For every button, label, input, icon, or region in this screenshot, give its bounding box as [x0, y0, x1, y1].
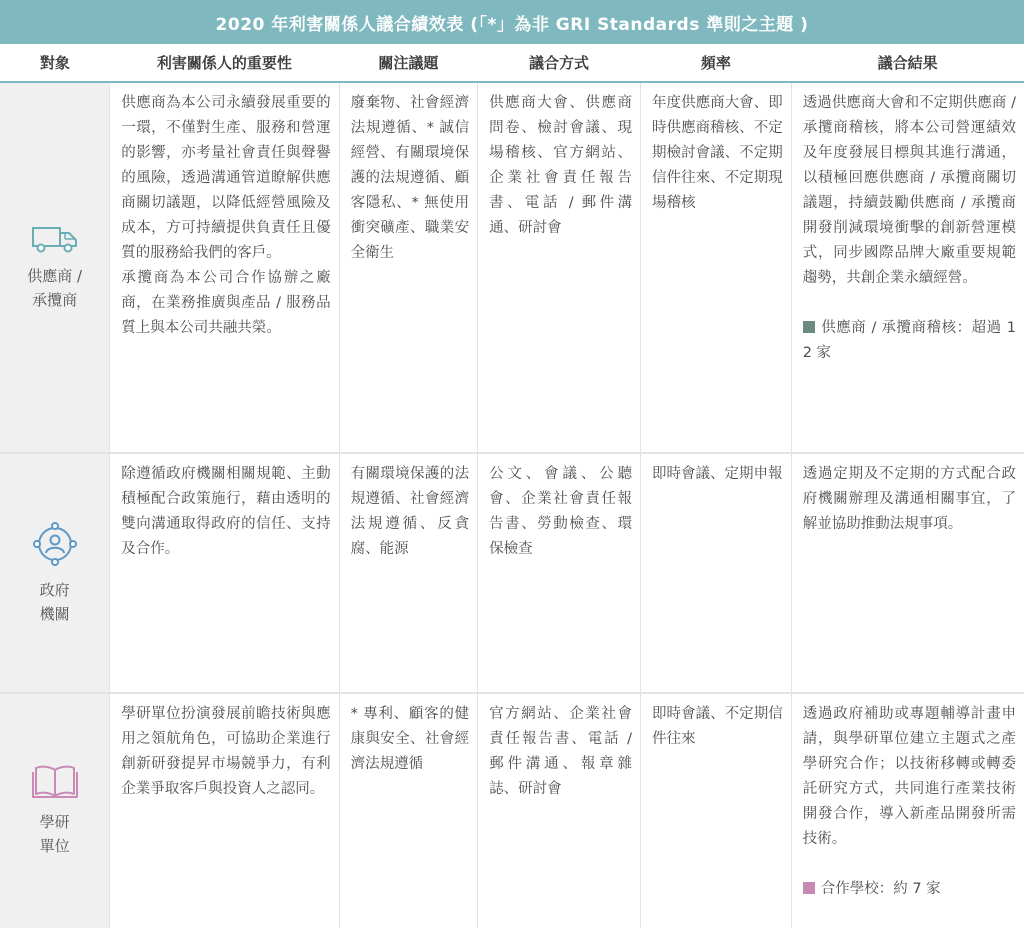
- topics-cell: * 專利、顧客的健康與安全、社會經濟法規遵循: [339, 693, 478, 928]
- methods-cell: 公文、會議、公聽會、企業社會責任報告書、勞動檢查、環保檢查: [478, 453, 641, 693]
- importance-cell: [110, 82, 339, 453]
- government-person-icon: [31, 520, 79, 568]
- subject-cell: [0, 453, 110, 693]
- header-row: [0, 44, 1024, 82]
- frequency-cell: 即時會議、定期申報: [641, 453, 792, 693]
- note-marker-icon: [803, 321, 815, 333]
- methods-cell: 官方網站、企業社會責任報告書、電話 / 郵件溝通、報章雜誌、研討會: [478, 693, 641, 928]
- importance-cell: [110, 453, 339, 693]
- result-cell: [791, 693, 1024, 928]
- subject-label-line1: 政府: [39, 581, 70, 599]
- subject-label-line2: 承攬商: [32, 290, 78, 309]
- truck-icon: [31, 224, 79, 254]
- result-text: 透過定期及不定期的方式配合政府機關辦理及溝通相關事宜，了解並協助推動法規事項。: [802, 466, 1016, 532]
- table-row: [0, 693, 1024, 928]
- note-marker-icon: [803, 882, 815, 894]
- subject-cell: [0, 82, 110, 453]
- note-text: 供應商 / 承攬商稽核：超過 12 家: [802, 320, 1016, 361]
- header-subject: 對象: [0, 44, 110, 82]
- note-text: 合作學校：約 7 家: [820, 881, 941, 897]
- methods-cell: 供應商大會、供應商問卷、檢討會議、現場稽核、官方網站、企業社會責任報告書、電話 / 郵件溝通、研討會: [478, 82, 641, 453]
- topics-cell: 有關環境保護的法規遵循、社會經濟法規遵循、反貪腐、能源: [339, 453, 478, 693]
- header-frequency: 頻率: [641, 44, 792, 82]
- result-note: [803, 877, 1016, 902]
- header-topics: 關注議題: [339, 44, 478, 82]
- importance-text: 學研單位扮演發展前瞻技術與應用之領航角色，可協助企業進行創新研發提昇市場競爭力，有利企業爭取客戶與投資人之認同。: [121, 706, 331, 797]
- importance-text: 除遵循政府機關相關規範、主動積極配合政策施行，藉由透明的雙向溝通取得政府的信任、支持及合作。: [121, 466, 331, 557]
- stakeholder-table: [0, 44, 1024, 928]
- subject-label-line2: 單位: [39, 837, 70, 855]
- result-note: [803, 316, 1016, 366]
- subject-label-line1: 學研: [39, 813, 70, 831]
- subject-cell: [0, 693, 110, 928]
- importance-text: 供應商為本公司永續發展重要的一環，不僅對生產、服務和營運的影響，亦考量社會責任與聲譽的風險，透過溝通管道瞭解供應商關切議題，以降低經營風險及成本，方可持續提供負責任且優質的服務給我們的客戶。: [121, 95, 331, 261]
- table-title: 2020 年利害關係人議合績效表 (「*」為非 GRI Standards 準則之主題 ): [0, 0, 1024, 44]
- subject-label-line2: 機關: [39, 605, 70, 623]
- header-importance: 利害關係人的重要性: [110, 44, 339, 82]
- header-result: 議合結果: [791, 44, 1024, 82]
- subject-label-line1: 供應商 /: [27, 266, 83, 285]
- open-book-icon: [32, 764, 78, 800]
- importance-text: 承攬商為本公司合作協辦之廠商，在業務推廣與產品 / 服務品質上與本公司共融共榮。: [121, 270, 331, 336]
- frequency-cell: 即時會議、不定期信件往來: [641, 693, 792, 928]
- result-text: 透過政府補助或專題輔導計畫申請，與學研單位建立主題式之產學研究合作；以技術移轉或轉委託研究方式，共同進行產業技術開發合作，導入新產品開發所需技術。: [802, 706, 1016, 847]
- table-row: [0, 82, 1024, 453]
- result-cell: [791, 82, 1024, 453]
- header-methods: 議合方式: [478, 44, 641, 82]
- result-cell: [791, 453, 1024, 693]
- topics-cell: 廢棄物、社會經濟法規遵循、* 誠信經營、有關環境保護的法規遵循、顧客隱私、* 無使用衝突礦產、職業安全衛生: [339, 82, 478, 453]
- importance-cell: [110, 693, 339, 928]
- result-text: 透過供應商大會和不定期供應商 / 承攬商稽核，將本公司營運績效及年度發展目標與其進行溝通，以積極回應供應商 / 承攬商關切議題，持續鼓勵供應商 / 承攬商開發削減環境衝擊的創新營運模式，同步國際品牌大廠重要規範趨勢，共創企業永續經營。: [802, 95, 1016, 286]
- table-row: [0, 453, 1024, 693]
- frequency-cell: 年度供應商大會、即時供應商稽核、不定期檢討會議、不定期信件往來、不定期現場稽核: [641, 82, 792, 453]
